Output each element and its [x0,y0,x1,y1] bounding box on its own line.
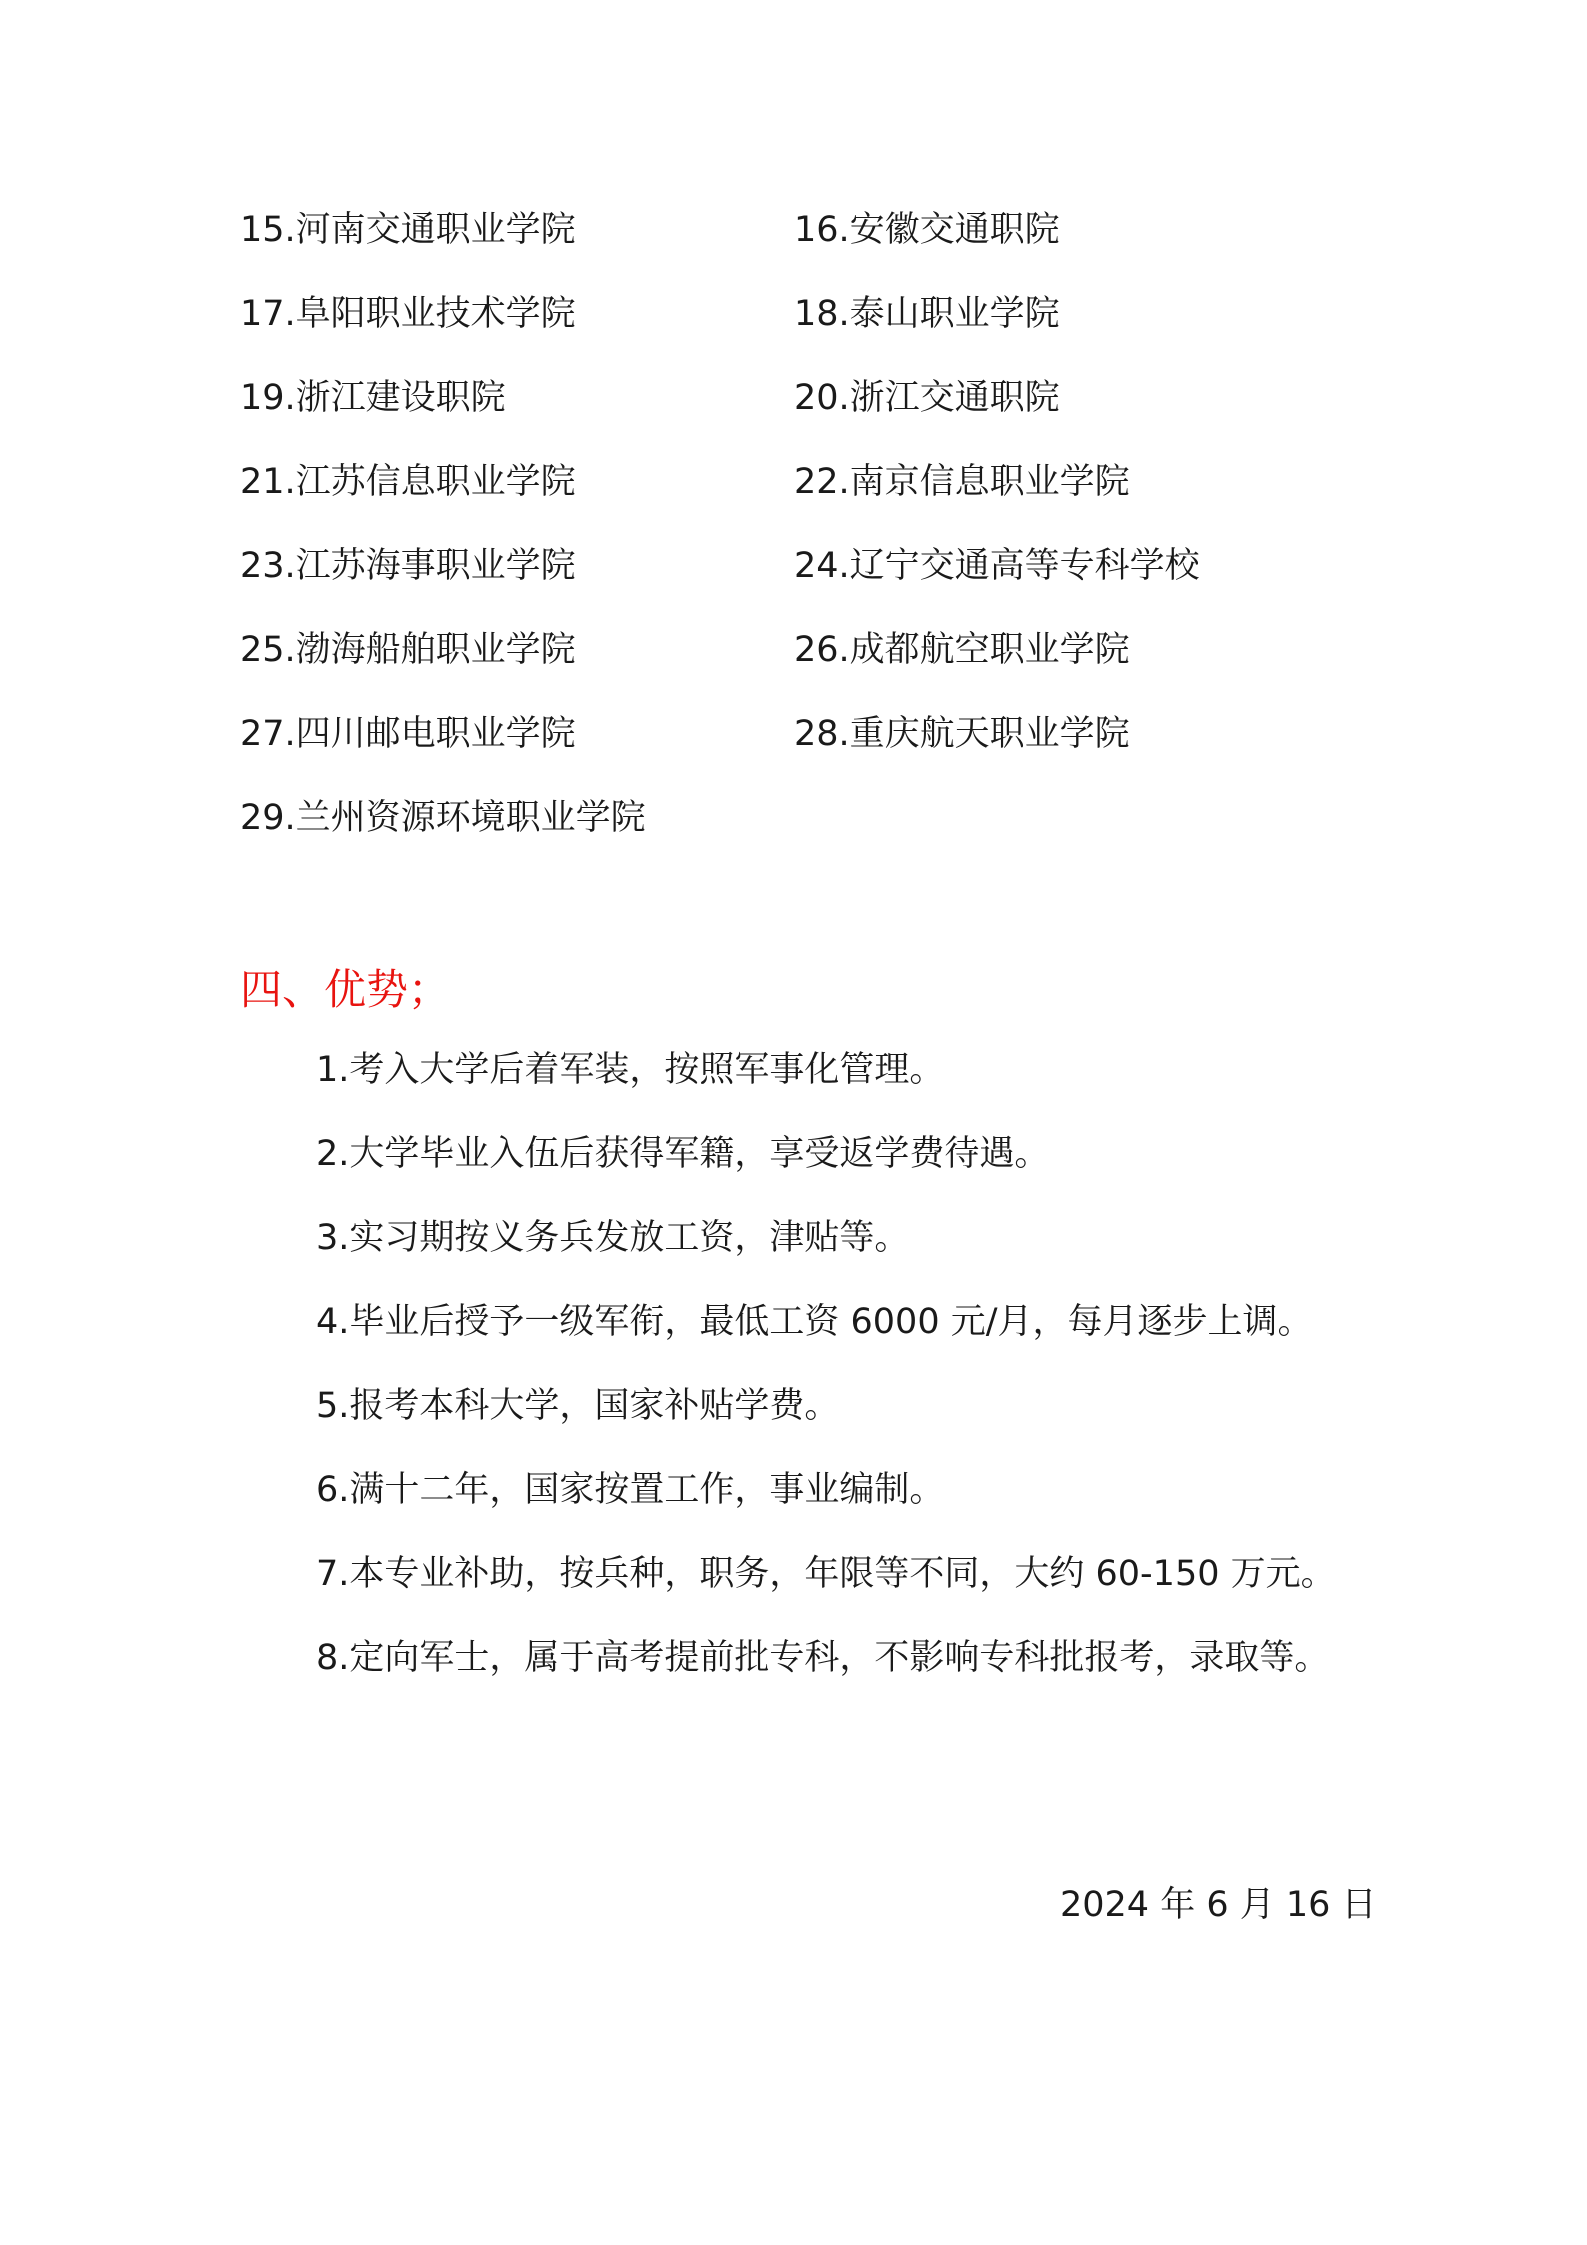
school-item-25: 25.渤海船舶职业学院 [240,630,576,670]
school-item-21: 21.江苏信息职业学院 [240,462,576,502]
school-item-29: 29.兰州资源环境职业学院 [240,798,646,838]
advantage-item-5: 5.报考本科大学，国家补贴学费。 [316,1386,840,1426]
advantage-item-4: 4.毕业后授予一级军衔，最低工资 6000 元/月，每月逐步上调。 [316,1302,1313,1342]
school-item-28: 28.重庆航天职业学院 [794,714,1130,754]
school-item-23: 23.江苏海事职业学院 [240,546,576,586]
advantage-item-7: 7.本专业补助，按兵种，职务，年限等不同，大约 60-150 万元。 [316,1554,1336,1594]
school-item-20: 20.浙江交通职院 [794,378,1060,418]
school-item-27: 27.四川邮电职业学院 [240,714,576,754]
school-item-15: 15.河南交通职业学院 [240,210,576,250]
advantage-item-8: 8.定向军士，属于高考提前批专科，不影响专科批报考，录取等。 [316,1638,1330,1678]
advantage-item-3: 3.实习期按义务兵发放工资，津贴等。 [316,1218,910,1258]
school-item-17: 17.阜阳职业技术学院 [240,294,576,334]
school-item-24: 24.辽宁交通高等专科学校 [794,546,1200,586]
school-item-18: 18.泰山职业学院 [794,294,1060,334]
school-item-16: 16.安徽交通职院 [794,210,1060,250]
advantage-item-1: 1.考入大学后着军装，按照军事化管理。 [316,1050,945,1090]
section-heading-advantages: 四、优势； [240,965,451,1014]
document-date: 2024 年 6 月 16 日 [1060,1885,1377,1925]
advantage-item-2: 2.大学毕业入伍后获得军籍，享受返学费待遇。 [316,1134,1050,1174]
school-item-22: 22.南京信息职业学院 [794,462,1130,502]
school-item-19: 19.浙江建设职院 [240,378,506,418]
advantage-item-6: 6.满十二年，国家按置工作，事业编制。 [316,1470,945,1510]
school-item-26: 26.成都航空职业学院 [794,630,1130,670]
